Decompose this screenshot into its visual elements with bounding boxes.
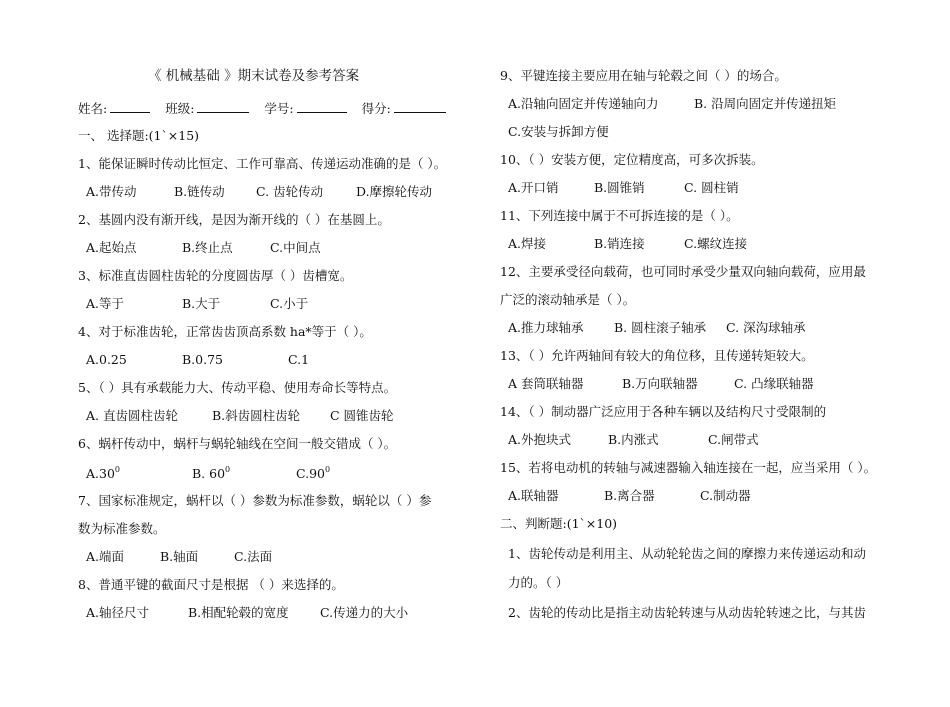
option: B.销连接 [594,236,645,251]
option: B.万向联轴器 [622,376,698,391]
option: C.闸带式 [708,432,759,447]
option: B. 圆柱滚子轴承 [614,320,707,335]
judgement-1-line-2: 力的。（ ） [508,575,569,590]
question-12-line-2: 广泛的滚动轴承是（ ）。 [500,292,636,307]
option: B.内涨式 [608,432,659,447]
section-heading-choice: 一、 选择题:(1`×15) [78,128,200,143]
id-field[interactable] [297,100,347,113]
question-14: 14、（ ）制动器广泛应用于各种车辆以及结构尺寸受限制的 [500,404,827,419]
option: B.大于 [182,296,221,311]
option: A.起始点 [86,240,137,255]
question-5: 5、（ ）具有承载能力大、传动平稳、使用寿命长等特点。 [78,380,397,395]
option: A.外抱块式 [508,432,572,447]
question-6-options [86,466,330,484]
option: A.轴径尺寸 [86,605,150,620]
class-label: 班级: [165,101,195,116]
option: C. 圆柱销 [684,180,739,195]
question-5-options [86,408,394,424]
question-9: 9、平键连接主要应用在轴与轮毂之间（ ）的场合。 [500,68,787,83]
option: A.沿轴向固定并传递轴向力 [508,96,659,111]
option: B.终止点 [182,240,233,255]
question-10-options [508,180,739,196]
option: B.0.75 [182,352,223,367]
option: A.端面 [86,549,125,564]
degree-superscript: 0 [225,465,231,474]
option: A.推力球轴承 [508,320,584,335]
question-15-options [508,488,751,504]
option: C.中间点 [270,240,321,255]
student-info-row [78,100,449,117]
question-7-line-2: 数为标准参数。 [78,521,166,536]
option: C. 深沟球轴承 [726,320,806,335]
question-8: 8、普通平键的截面尺寸是根据 （ ）来选择的。 [78,577,344,592]
name-field[interactable] [110,100,150,113]
question-1: 1、能保证瞬时传动比恒定、工作可靠高、传递运动准确的是（ ）。 [78,156,447,171]
option: B. 沿周向固定并传递扭矩 [694,96,837,111]
question-8-options [86,605,408,621]
degree-superscript: 0 [114,465,120,474]
option: A.带传动 [86,184,137,199]
option: B.轴面 [160,549,199,564]
question-9-option-c: C.安装与拆卸方便 [508,124,609,139]
question-3-options [86,296,308,312]
id-label: 学号: [264,101,294,116]
option: A. 直齿圆柱齿轮 [86,408,178,423]
option: C 圆锥齿轮 [330,408,394,423]
degree-superscript: 0 [325,465,331,474]
option: B.链传动 [174,184,225,199]
score-label: 得分: [361,101,391,116]
question-6: 6、蜗杆传动中，蜗杆与蜗轮轴线在空间一般交错成（ ）。 [78,436,397,451]
question-10: 10、（ ）安装方便，定位精度高，可多次拆装。 [500,152,764,167]
option: C. 凸缘联轴器 [734,376,814,391]
question-4: 4、对于标准齿轮，正常齿齿顶高系数 ha*等于（ ）。 [78,324,372,339]
question-15: 15、若将电动机的转轴与减速器输入轴连接在一起，应当采用（ ）。 [500,460,877,475]
question-7-line-1: 7、国家标准规定，蜗杆以（ ）参数为标准参数，蜗轮以（ ）参 [78,493,432,508]
question-9-options [508,96,836,112]
option: A.开口销 [508,180,559,195]
option: C.螺纹连接 [684,236,748,251]
question-2-options [86,240,321,256]
class-field[interactable] [197,100,249,113]
option: C.900 [296,466,330,484]
judgement-2: 2、齿轮的传动比是指主动齿轮转速与从动齿轮转速之比，与其齿 [508,605,866,620]
option: C.小于 [270,296,309,311]
question-4-options [86,352,309,368]
option: A.焊接 [508,236,547,251]
judgement-1-line-1: 1、齿轮传动是利用主、从动轮轮齿之间的摩擦力来传递运动和动 [508,546,866,561]
option: B. 600 [192,466,296,484]
page-title: 《 机械基础 》期末试卷及参考答案 [148,68,360,84]
question-12-line-1: 12、主要承受径向载荷，也可同时承受少量双向轴向载荷，应用最 [500,264,866,279]
option: B.相配轮毂的宽度 [188,605,289,620]
option: A.等于 [86,296,125,311]
name-label: 姓名: [78,101,108,116]
option: B.斜齿圆柱齿轮 [212,408,301,423]
option: D.摩擦轮传动 [356,184,433,199]
option: A.联轴器 [508,488,559,503]
question-3: 3、标准直齿圆柱齿轮的分度圆齿厚（ ）齿槽宽。 [78,268,353,283]
option: A 套筒联轴器 [508,376,584,391]
option: C.法面 [234,549,273,564]
option: A.300 [86,466,192,484]
question-13-options [508,376,814,392]
option: C.传递力的大小 [320,605,409,620]
option: A.0.25 [86,352,127,367]
question-13: 13、（ ）允许两轴间有较大的角位移，且传递转矩较大。 [500,348,814,363]
section-heading-judgement: 二、判断题:(1`×10) [500,516,618,531]
option: C.1 [288,352,310,367]
question-12-options [508,320,806,336]
question-7-options [86,549,272,565]
option: C. 齿轮传动 [256,184,324,199]
question-14-options [508,432,759,448]
question-2: 2、基圆内没有渐开线，是因为渐开线的（ ）在基圆上。 [78,212,390,227]
question-11-options [508,236,747,252]
score-field[interactable] [394,100,446,113]
option: B.圆锥销 [594,180,645,195]
question-11: 11、下列连接中属于不可拆连接的是（ ）。 [500,208,739,223]
question-1-options [86,184,432,200]
option: C.制动器 [700,488,751,503]
option: B.离合器 [604,488,655,503]
